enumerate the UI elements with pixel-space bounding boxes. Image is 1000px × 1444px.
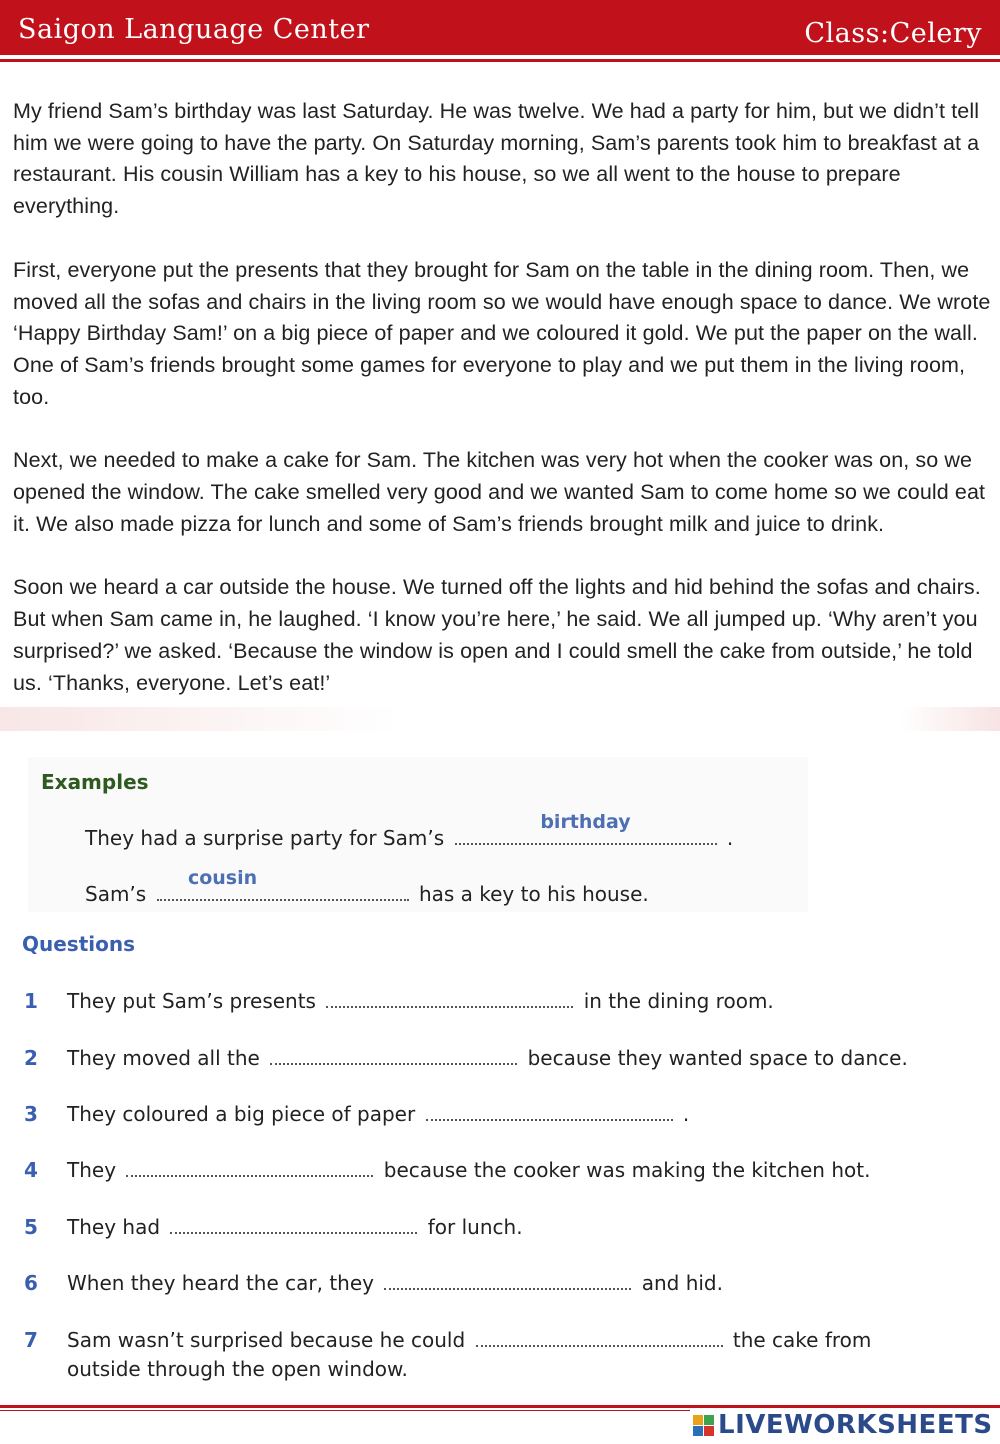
- question-3-after: .: [682, 1102, 690, 1126]
- example-1-answer: birthday: [540, 811, 631, 833]
- questions-heading: Questions: [22, 932, 136, 956]
- question-1-answer-blank[interactable]: [326, 990, 573, 1008]
- question-7-answer-blank[interactable]: [476, 1329, 723, 1347]
- example-2-answer: cousin: [187, 867, 258, 889]
- liveworksheets-brand: LIVEWORKSHEETS: [718, 1410, 993, 1440]
- liveworksheets-logo-icon: [693, 1415, 714, 1436]
- question-1-before: They put Sam’s presents: [67, 989, 316, 1013]
- class-label: Class:Celery: [804, 18, 982, 49]
- question-5-number: 5: [24, 1215, 38, 1239]
- question-7-before: Sam wasn’t surprised because he could: [67, 1328, 466, 1352]
- passage-paragraph-4: Soon we heard a car outside the house. We turned off the lights and hid behind the sofas and chairs. But when Sam came in, he laughed. ‘I know you’re here,’ he said. We all jumped up. ‘Why aren’t you surprised?’ we asked. ‘Because the window is open and I could smell the cake from outside,’ he told us. ‘Thanks, everyone. Let’s eat!’: [13, 575, 981, 695]
- question-7-after: the cake from: [732, 1328, 872, 1352]
- example-1-before: They had a surprise party for Sam’s: [85, 826, 445, 850]
- question-2-before: They moved all the: [67, 1046, 260, 1070]
- reading-passage: [13, 96, 993, 731]
- question-4-answer-blank[interactable]: [126, 1159, 373, 1177]
- question-7-number: 7: [24, 1328, 38, 1352]
- question-5-answer-blank[interactable]: [170, 1216, 417, 1234]
- footer-divider: [0, 1405, 1000, 1408]
- question-4-before: They: [67, 1158, 117, 1182]
- school-name: Saigon Language Center: [18, 14, 370, 45]
- question-2-number: 2: [24, 1046, 38, 1070]
- question-5-after: for lunch.: [427, 1215, 523, 1239]
- example-sentence-2: [85, 867, 649, 906]
- question-7-continuation: outside through the open window.: [67, 1357, 408, 1381]
- question-4-number: 4: [24, 1158, 38, 1182]
- footer-divider-thin: [0, 1410, 690, 1411]
- passage-paragraph-3: Next, we needed to make a cake for Sam. The kitchen was very hot when the cooker was on, so we opened the window. The cake smelled very good and we wanted Sam to come home so we could eat it. We also made pizza for lunch and some of Sam’s friends brought milk and juice to drink.: [13, 448, 986, 536]
- question-2-after: because they wanted space to dance.: [527, 1046, 908, 1070]
- passage-paragraph-2: First, everyone put the presents that they brought for Sam on the table in the dining room. Then, we moved all the sofas and chairs in the living room so we would have enough space to dance. We wrote ‘Happy Birthday Sam!’ on a big piece of paper and we coloured it gold. We put the paper on the wall. One of Sam’s friends brought some games for everyone to play and we put them in the living room, too.: [13, 257, 991, 409]
- example-sentence-1: [85, 811, 734, 850]
- question-6-answer-blank[interactable]: [384, 1272, 631, 1290]
- question-3-number: 3: [24, 1102, 38, 1126]
- example-1-after: .: [726, 826, 734, 850]
- question-6-number: 6: [24, 1271, 38, 1295]
- question-6-after: and hid.: [641, 1271, 723, 1295]
- question-6-before: When they heard the car, they: [67, 1271, 374, 1295]
- passage-paragraph-1: My friend Sam’s birthday was last Saturday. He was twelve. We had a party for him, but we didn’t tell him we were going to have the party. On Saturday morning, Sam’s parents took him to breakfast at a restaurant. His cousin William has a key to his house, so we all went to the house to prepare everything.: [13, 99, 980, 219]
- liveworksheets-logo[interactable]: [693, 1410, 993, 1440]
- question-3-before: They coloured a big piece of paper: [67, 1102, 416, 1126]
- scan-artifact-band: [0, 707, 1000, 731]
- example-1-blank: [455, 811, 717, 845]
- header-divider: [0, 59, 1000, 62]
- header-bar: [0, 0, 1000, 55]
- question-1-after: in the dining room.: [583, 989, 774, 1013]
- question-5-before: They had: [67, 1215, 161, 1239]
- examples-heading: Examples: [41, 770, 149, 794]
- question-2-answer-blank[interactable]: [270, 1047, 517, 1065]
- example-2-blank: [157, 867, 409, 901]
- question-3-answer-blank[interactable]: [426, 1103, 673, 1121]
- question-1-number: 1: [24, 989, 38, 1013]
- example-2-after: has a key to his house.: [418, 882, 649, 906]
- example-2-before: Sam’s: [85, 882, 147, 906]
- question-4-after: because the cooker was making the kitchen hot.: [383, 1158, 871, 1182]
